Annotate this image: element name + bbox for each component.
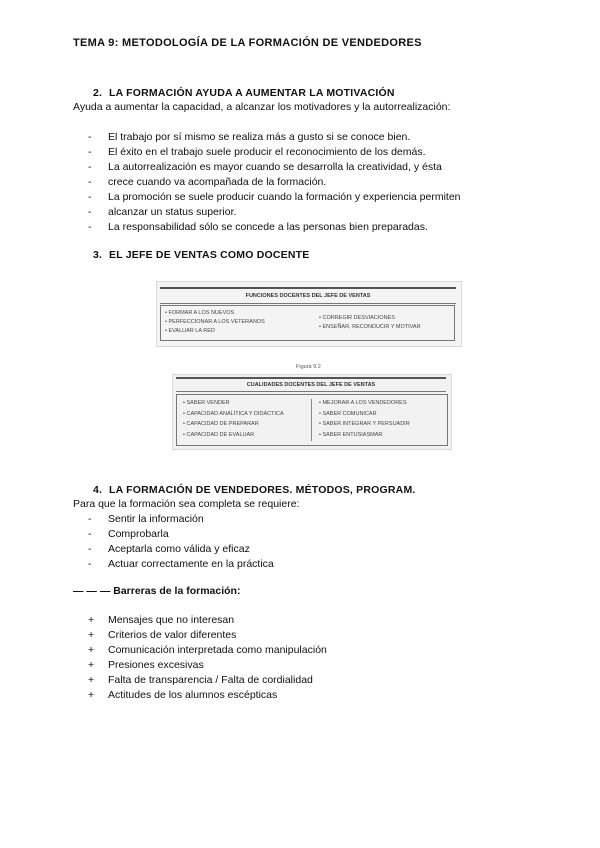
figure-functions-right bbox=[319, 314, 421, 332]
figure-item: • CAPACIDAD ANALÍTICA Y DIDÁCTICA bbox=[183, 410, 284, 417]
section-3-number: 3. bbox=[93, 249, 103, 261]
section-4-heading bbox=[93, 484, 416, 496]
section-2-title: LA FORMACIÓN AYUDA A AUMENTAR LA MOTIVACIÓN bbox=[109, 87, 395, 99]
figure-item: • SABER COMUNICAR bbox=[319, 410, 377, 417]
section-2-heading bbox=[93, 87, 395, 99]
figure-divider bbox=[311, 399, 312, 441]
section-3-heading bbox=[93, 249, 309, 261]
figure-item: • SABER INTEGRAR Y PERSUADIR bbox=[319, 421, 410, 427]
section-2-number: 2. bbox=[93, 87, 103, 99]
section-4-number: 4. bbox=[93, 484, 103, 496]
document-page: TEMA 9: METODOLOGÍA DE LA FORMACIÓN DE VENDEDORES 2. LA FORMACIÓN AYUDA A AUMENTAR LA MOTIVACIÓN Ayuda a aumentar la capacidad, a alcanzar los motivadores y la autorrealización: - El trabajo por sí mismo se realiza más a gusto si se conoce bien. - El éxito en el trabajo suele producir el reconocimiento de los demás. - La autorrealización es mayor cuando se desarrolla la creatividad, y ésta - crece cuando va acompañada de la formación. - La promoción se suele producir cuando la formación y experiencia permiten - alcanzar un status superior. - La responsabilidad sólo se concede a las personas bien preparadas. 3. EL JEFE DE VENTAS COMO DOCENTE FUNCIONES DOCENTES DEL JEFE DE VENTAS • FORMAR A LOS NUEVOS • PERFECCIONAR A LOS VETERANOS • EVALUAR LA RED • CORREGIR DESVIACIONES • ENSEÑAR, RECONDUCIR Y MOTIVAR Figura 9.2 CUALIDADES DOCENTES DEL JEFE DE VENTAS • SABER VENDER • CAPACIDAD ANALÍTICA Y DIDÁCTICA • CAPACIDAD DE PREPARAR • CAPACIDAD DE EVALUAR • MEJORAR A LOS VENDEDORES • SABER COMUNICAR • SABER INTEGRAR Y PERSUADIR • SABER ENTUSIASMAR 4. LA FORMACIÓN DE VENDEDORES. MÉTODOS, PROGRAM. Para que la formación sea completa se requiere: - Sentir la información - Comprobarla - Aceptarla como válida y eficaz - Actuar correctamente en la práctica — — — Barreras de la formación: + Mensajes que no interesan + Criterios de valor diferentes + Comunicación interpretada como manipulación + Presiones excesivas + Falta de transparencia / Falta de cordialidad + Actitudes de los alumnos escépticas bbox=[73, 37, 461, 701]
figure-caption: Figura 9.2 bbox=[296, 364, 321, 370]
figure-functions-left bbox=[165, 309, 265, 336]
figure-item: • CAPACIDAD DE PREPARAR bbox=[183, 421, 259, 427]
figure-qualities-left bbox=[183, 398, 284, 440]
figure-item: • SABER VENDER bbox=[183, 400, 230, 406]
section-3-title: EL JEFE DE VENTAS COMO DOCENTE bbox=[109, 249, 310, 261]
section-2-intro: Ayuda a aumentar la capacidad, a alcanzar los motivadores y la autorrealización: bbox=[73, 101, 451, 113]
figure-item: • FORMAR A LOS NUEVOS bbox=[165, 310, 235, 316]
figure-qualities-right bbox=[319, 398, 410, 440]
section-4-intro: Para que la formación sea completa se requiere: bbox=[73, 498, 300, 510]
figure-functions bbox=[156, 281, 462, 347]
figure-item: • EVALUAR LA RED bbox=[165, 328, 215, 334]
figure-functions-box bbox=[160, 305, 455, 341]
barriers-heading: — — — Barreras de la formación: bbox=[73, 585, 241, 597]
figure-qualities-heading: CUALIDADES DOCENTES DEL JEFE DE VENTAS bbox=[176, 377, 446, 392]
figure-item: • SABER ENTUSIASMAR bbox=[319, 431, 383, 438]
figure-item: • PERFECCIONAR A LOS VETERANOS bbox=[165, 319, 265, 325]
figure-qualities bbox=[172, 374, 452, 450]
figure-item: • CORREGIR DESVIACIONES bbox=[319, 315, 395, 321]
figure-item: • ENSEÑAR, RECONDUCIR Y MOTIVAR bbox=[319, 324, 421, 330]
figure-functions-heading: FUNCIONES DOCENTES DEL JEFE DE VENTAS bbox=[160, 287, 456, 304]
figure-item: • MEJORAR A LOS VENDEDORES bbox=[319, 400, 407, 406]
section-4-title: LA FORMACIÓN DE VENDEDORES. MÉTODOS, PROGRAM. bbox=[109, 484, 416, 496]
figure-qualities-box bbox=[176, 394, 448, 446]
document-title: TEMA 9: METODOLOGÍA DE LA FORMACIÓN DE VENDEDORES bbox=[73, 37, 422, 49]
figure-item: • CAPACIDAD DE EVALUAR bbox=[183, 431, 255, 438]
